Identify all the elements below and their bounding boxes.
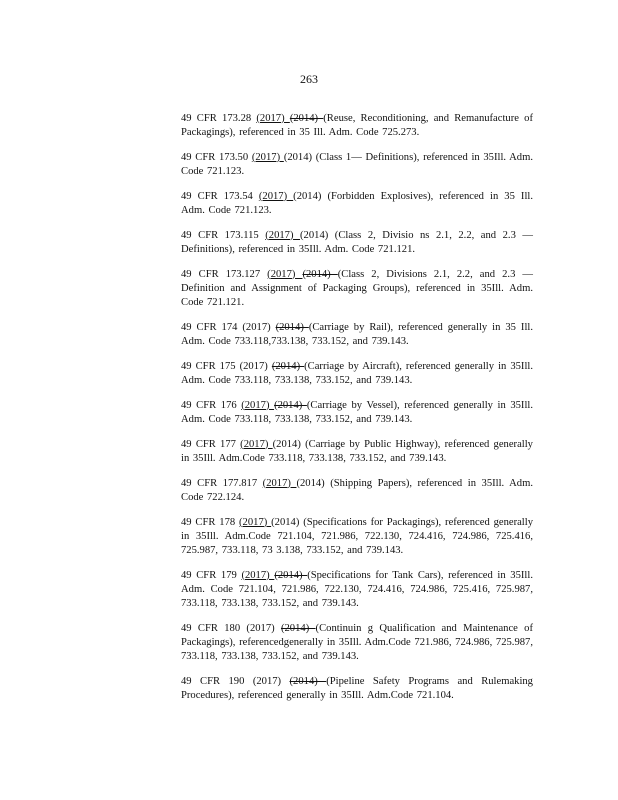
citation: 49 CFR 175 (2017)	[181, 360, 272, 372]
deleted-year: (2014)	[289, 112, 324, 124]
inserted-year: (2017)	[251, 151, 284, 163]
citation: 49 CFR 180 (2017)	[181, 622, 281, 634]
citation: 49 CFR 177	[181, 438, 241, 450]
citation: 49 CFR 173.115	[181, 229, 266, 241]
entry-text: (2014) (Carriage by Public Highway), referenced generally in 35Ill. Adm.Code 733.118, 733.138, 733.152, and 739.143.	[181, 438, 533, 464]
reference-entry	[181, 477, 533, 505]
citation: 49 CFR 190 (2017)	[181, 675, 290, 687]
entry-text: (Continuin g Qualification and Maintenance of Packagings), referencedgenerally in 35Ill. Adm.Code 721.986, 724.986, 725.987, 733.118, 733.138, 733.152, and 739.143.	[181, 622, 533, 662]
citation: 49 CFR 173.54	[181, 190, 259, 202]
inserted-year: (2017)	[267, 268, 303, 280]
entry-text: (Class 2, Divisions 2.1, 2.2, and 2.3 — Definition and Assignment of Packaging Groups), referenced in 35Ill. Adm. Code 721.121.	[181, 268, 533, 308]
citation: 49 CFR 176	[181, 399, 242, 411]
citation: 49 CFR 173.28	[181, 112, 257, 124]
entry-text: (Pipeline Safety Programs and Rulemaking Procedures), referenced generally in 35Ill. Adm.Code 721.104.	[181, 675, 533, 701]
reference-entry	[181, 569, 533, 611]
reference-entry	[181, 190, 533, 218]
entry-text: (2014) (Class 2, Divisio ns 2.1, 2.2, and 2.3 — Definitions), referenced in 35Ill. Adm. Code 721.121.	[181, 229, 533, 255]
inserted-year: (2017)	[241, 399, 275, 411]
citation: 49 CFR 178	[181, 516, 240, 528]
inserted-year: (2017)	[258, 190, 294, 202]
citation: 49 CFR 174 (2017)	[181, 321, 276, 333]
citation: 49 CFR 177.817	[181, 477, 263, 489]
reference-entry	[181, 112, 533, 140]
entry-text: (Specifications for Tank Cars), referenced in 35Ill. Adm. Code 721.104, 721.986, 722.130, 724.416, 724.986, 725.416, 725.987, 733.118, 733.138, 733.152, and 739.143.	[181, 569, 533, 609]
page-number: 263	[300, 72, 318, 86]
reference-entry	[181, 438, 533, 466]
inserted-year: (2017)	[240, 438, 273, 450]
deleted-year: (2014)	[302, 268, 338, 280]
deleted-year: (2014)	[271, 360, 305, 372]
entry-text: (2014) (Shipping Papers), referenced in 35Ill. Adm. Code 722.124.	[181, 477, 533, 503]
citation: 49 CFR 173.50	[181, 151, 252, 163]
reference-entry	[181, 229, 533, 257]
reference-entry	[181, 151, 533, 179]
reference-entry	[181, 321, 533, 349]
deleted-year: (2014)	[280, 622, 316, 634]
entry-text: (Carriage by Rail), referenced generally in 35 Ill. Adm. Code 733.118,733.138, 733.152, and 739.143.	[181, 321, 533, 347]
entry-text: (2014) (Specifications for Packagings), referenced generally in 35Ill. Adm.Code 721.104, 721.986, 722.130, 724.416, 724.986, 725.416, 725.987, 733.118, 73 3.138, 733.152, and 739.143.	[181, 516, 533, 556]
entry-text: (2014) (Class 1— Definitions), referenced in 35Ill. Adm. Code 721.123.	[181, 151, 533, 177]
deleted-year: (2014)	[274, 399, 307, 411]
deleted-year: (2014)	[275, 321, 309, 333]
entry-text: (Reuse, Reconditioning, and Remanufacture of Packagings), referenced in 35 Ill. Adm. Code 725.273.	[181, 112, 533, 138]
entry-text: (Carriage by Aircraft), referenced generally in 35Ill. Adm. Code 733.118, 733.138, 733.152, and 739.143.	[181, 360, 533, 386]
reference-entry	[181, 399, 533, 427]
inserted-year: (2017)	[262, 477, 297, 489]
inserted-year: (2017)	[265, 229, 301, 241]
reference-entry	[181, 360, 533, 388]
reference-entry	[181, 675, 533, 703]
reference-entry	[181, 622, 533, 664]
inserted-year: (2017)	[239, 516, 272, 528]
entry-text: (Carriage by Vessel), referenced generally in 35Ill. Adm. Code 733.118, 733.138, 733.152, and 739.143.	[181, 399, 533, 425]
inserted-year: (2017)	[256, 112, 290, 124]
inserted-year: (2017)	[241, 569, 275, 581]
deleted-year: (2014)	[274, 569, 308, 581]
entry-text: (2014) (Forbidden Explosives), referenced in 35 Ill. Adm. Code 721.123.	[181, 190, 533, 216]
reference-entry	[181, 268, 533, 310]
reference-list	[181, 101, 533, 714]
citation: 49 CFR 173.127	[181, 268, 268, 280]
deleted-year: (2014)	[289, 675, 327, 687]
citation: 49 CFR 179	[181, 569, 242, 581]
reference-entry	[181, 516, 533, 558]
